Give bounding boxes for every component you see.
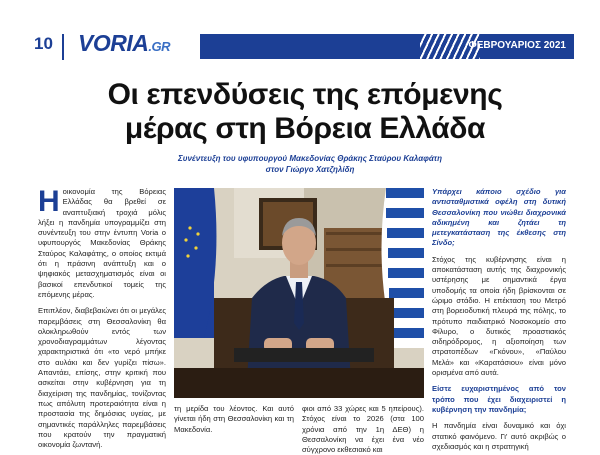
logo-suffix: .GR <box>148 39 170 54</box>
page-number: 10 <box>34 34 53 53</box>
middle-column-1: τη μερίδα του λέοντος. Και αυτό γίνεται ήδη στη Θεσσαλονίκη και τη Μακεδονία. <box>174 404 294 434</box>
interview-question-2: Είστε ευχαριστημένος από τον τρόπο που έχει διαχειριστεί η κυβέρνηση την πανδημία; <box>432 384 566 414</box>
intro-paragraph: οικονομία της Βόρειας Ελλάδας θα βρεθεί σε αναπτυξιακή τροχιά μόλις λήξει η πανδημία υπογραμμίζει στη συνέντευξη του στην έντυπη Voria ο υφυπουργός Μακεδονίας Θράκης Σταύρος Καλαφάτης, ο οποίος εκτιμά ότι η πράσινη ανάπτυξη και ο ψηφιακός μετασχηματισμός είναι οι βασικοί επενδυτικοί τομείς της επόμενης μέρας. <box>38 187 166 299</box>
interview-answer-1: Στόχος της κυβέρνησης είναι η αποκατάσταση αυτής της διαχρονικής υστέρησης με σημαντικά έργα υποδομής τα οποία ήδη βρίσκονται σε ώριμο στάδιο. Η επέκταση του Μετρό στη βορειοδυτική πλευρά της πόλης, το πρότυπο παιδιατρικό Νοσοκομείο στο Φίλυρο, ο δυτικός προαστιακός σιδηρόδρομος, η αξιοποίηση των στρατοπέδων «Γκόνου», «Παύλου Μελά» και «Καρατάσιου» είναι μόνο ορισμένα από αυτά. <box>432 254 566 378</box>
interview-question-1: Υπάρχει κάποιο σχέδιο για αντισταθμιστικά οφέλη στη δυτική Θεσσαλονίκη που νιώθει διαχρονικά αδικημένη και ζητάει τη μετεγκατάσταση της έκθεσης στη Σίνδο; <box>432 187 566 248</box>
drop-cap: Η <box>38 187 60 218</box>
byline-line-2: στον Γιώργο Χατζηλίδη <box>265 165 355 174</box>
interview-answer-2: Η πανδημία είναι δυναμικό και όχι στατικό φαινόμενο. Γι' αυτό ακριβώς ο σχεδιασμός και η στρατηγική <box>432 421 566 451</box>
intro-paragraph-2: Επιπλέον, διαβεβαιώνει ότι οι μεγάλες παρεμβάσεις στη Θεσσαλονίκη θα ολοκληρωθούν εντός των χρονοδιαγραμμάτων λέγοντας χαρακτηριστικά ότι «το νερό μπήκε στο αυλάκι και δεν γυρίζει πίσω». Απαντάει, επίσης, στην κριτική που ασκείται στην κυβέρνηση για τη διαχείριση της πανδημίας, τονίζοντας πως απόλυτη προτεραιότητα είναι η προστασία της δημόσιας υγείας, με σημαντικές παράλληλες παρεμβάσεις που κρατούν την πραγματική οικονομία ζωντανή. <box>38 306 166 450</box>
article-byline <box>120 153 500 175</box>
logo-main: VORIA <box>78 30 149 56</box>
left-column <box>38 187 166 455</box>
byline-line-1: Συνέντευξη του υφυπουργού Μακεδονίας Θράκης Σταύρου Καλαφάτη <box>178 154 442 163</box>
voria-logo <box>78 30 170 57</box>
middle-column-2: φιοι από 33 χώρες και 5 ηπείρους). Στόχος είναι το 2026 (στα 100 χρόνια από την 1η ΔΕΘ) η Θεσσαλονίκη να έχει ένα νέο σύγχρονο εκθεσιακό και <box>302 404 424 455</box>
right-column <box>432 187 566 455</box>
date-bar <box>200 34 574 59</box>
issue-date: ΦΕΒΡΟΥΑΡΙΟΣ 2021 <box>468 40 566 51</box>
headline-line-1: Οι επενδύσεις της επόμενης <box>107 78 503 111</box>
headline-line-2: μέρας στη Βόρεια Ελλάδα <box>124 112 486 145</box>
minister-photo <box>174 188 424 398</box>
article-headline <box>40 78 570 146</box>
header-divider <box>62 34 64 60</box>
